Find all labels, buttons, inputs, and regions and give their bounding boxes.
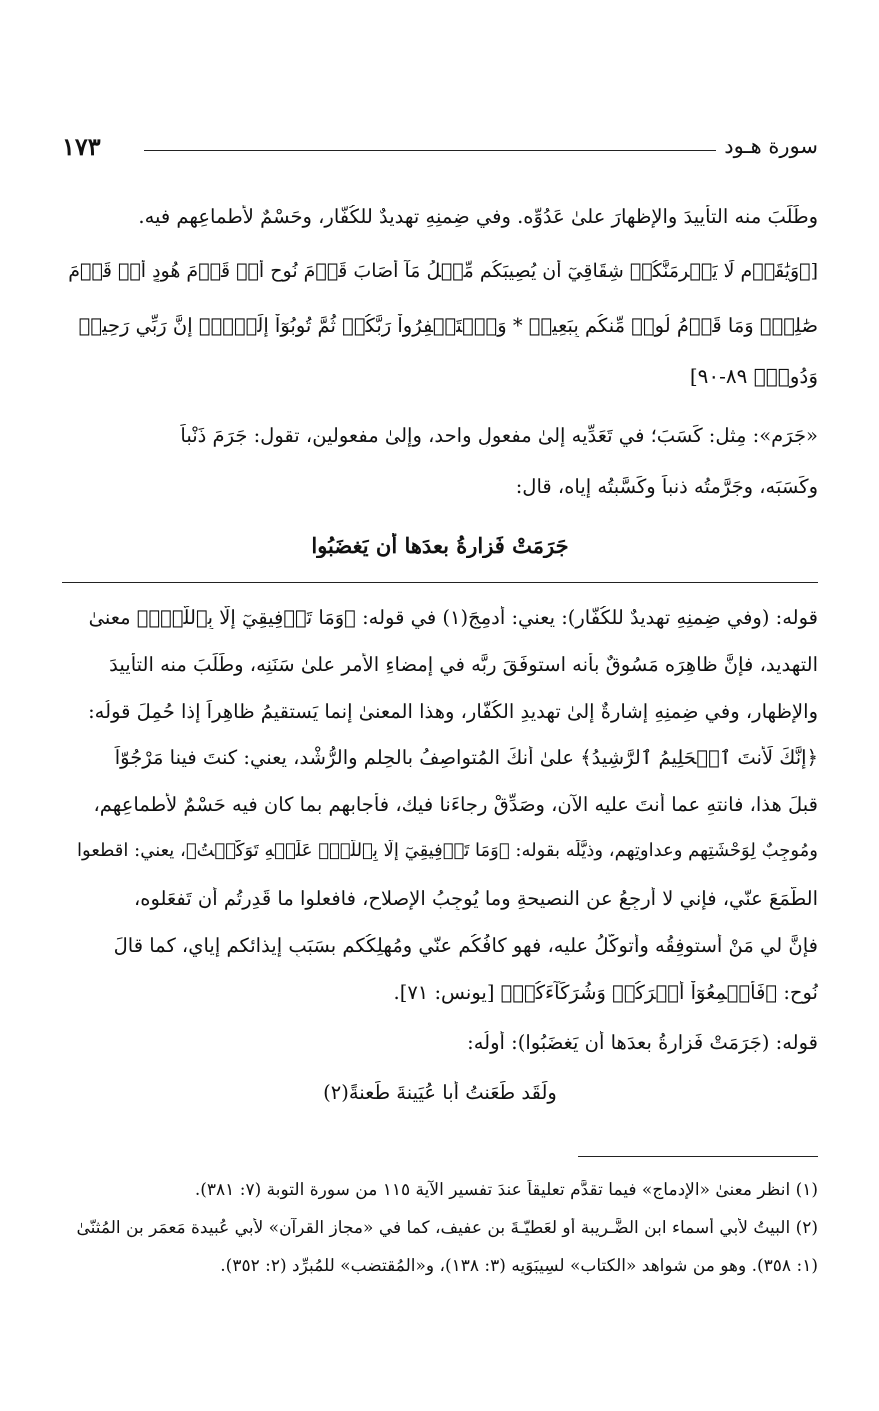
commentary-line-8: فإنَّ لي مَنْ أستوفِقُه وأتوكَّلُ عليه، فهو كافُكُم عنّي ومُهلِكُكم بسَبَبِ إيذائكم إياي، كما قالَ — [113, 934, 818, 957]
surah-title: سورة هـود — [724, 134, 818, 158]
commentary-line-3: والإظهار، وفي ضِمنِهِ إشارةٌ إلىٰ تهديدِ الكُفّار، وهذا المعنىٰ إنما يَستقيمُ ظاهِراً إذا حُمِلَ قولُه: — [88, 700, 818, 723]
commentary-line-6: ومُوجِبٌ لِوَحْشَتِهم وعداوتِهم، وذيَّلَه بقوله: ﴿وَمَا تَوۡفِيقِيٓ إِلَّا بِٱللَّهِۚ عَلَيۡهِ تَوَكَّلۡتُ﴾، يعني: اقطعوا — [77, 840, 818, 861]
commentary-line-2: التهديد، فإنَّ ظاهِرَه مَسُوقٌ بأنه استوفَقَ ربَّه في إمضاءِ الأمرِ علىٰ سَنَنِه، وطَلَبَ منه التأييدَ — [109, 653, 818, 676]
main-line-5: «جَرَم»: مِثل: كَسَبَ؛ في تَعَدِّيه إلىٰ مفعولٍ واحد، وإلىٰ مفعولين، تقول: جَرَمَ ذَنْباً — [180, 424, 818, 447]
poetry-verse: جَرَمَتْ فَزارةُ بعدَها أن يَغضَبُوا — [311, 533, 569, 558]
commentary-line-1: قوله: (وفي ضِمنِهِ تهديدٌ للكُفّار): يعني: أُدمِجَ(١) في قوله: ﴿وَمَا تَوۡفِيقِيٓ إِلَّا بِٱللَّهِۚ﴾ معنىٰ — [88, 606, 818, 629]
quran-line-2: صَٰلِحٖۚ وَمَا قَوۡمُ لُوطٖ مِّنكُم بِبَعِيدٖ * وَٱسۡتَغۡفِرُواْ رَبَّكُمۡ ثُمَّ تُوبُوٓاْ إِلَيۡهِۚ إِنَّ رَبِّي رَحِيمٞ — [78, 314, 818, 337]
footnote-2-line-1: (٢) البيتُ لأبي أسماء ابن الضَّـريبة أو لعَطيّـةَ بن عفيف، كما في «مجاز القرآن» لأبي عُبيدة مَعمَر بن المُثنّىٰ — [76, 1218, 818, 1238]
commentary-line-10: قوله: (جَرَمَتْ فَزارةُ بعدَها أن يَغضَبُوا): أولُه: — [467, 1031, 818, 1054]
main-line-6: وكَسَبَه، وجَرَّمتُه ذنباً وكَسَّبتُه إياه، قال: — [515, 475, 818, 498]
header-rule — [144, 150, 716, 151]
section-divider — [62, 582, 818, 583]
commentary-line-5: قبلَ هذا، فانتهِ عما أنتَ عليه الآن، وصَدِّقْ رجاءَنا فيك، فأجابهم بما كان فيه حَسْمٌ لأطماعِهم، — [93, 793, 818, 816]
page-header — [62, 134, 818, 164]
main-line-1: وطَلَبَ منه التأييدَ والإظهارَ علىٰ عَدُوِّه. وفي ضِمنِهِ تهديدٌ للكُفّار، وحَسْمٌ لأطماعِهم فيه. — [138, 205, 818, 228]
commentary-line-4: ﴿إِنَّكَ لَأَنتَ ٱلۡحَلِيمُ ٱلرَّشِيدُ﴾ علىٰ أنكَ المُتواصِفُ بالحِلم والرُّشْد، يعني: كنتَ فينا مَرْجُوّاً — [114, 746, 818, 769]
commentary-line-7: الطَّمَعَ عنّي، فإني لا أرجِعُ عن النصيحةِ وما يُوجِبُ الإصلاح، فافعلوا ما قَدِرتُم أن تَفعَلوه، — [133, 887, 818, 910]
commentary-line-9: نُوح: ﴿فَأَجۡمِعُوٓاْ أَمۡرَكُمۡ وَشُرَكَآءَكُمۡ﴾ [يونس: ٧١]. — [393, 981, 818, 1004]
footnote-rule — [578, 1156, 818, 1157]
footnote-1: (١) انظر معنىٰ «الإدماج» فيما تقدَّم تعليقاً عندَ تفسير الآية ١١٥ من سورة التوبة (٧: ٣٨١). — [194, 1180, 818, 1200]
quran-line-1: [﴿وَيَٰقَوۡمِ لَا يَجۡرِمَنَّكُمۡ شِقَاقِيٓ أَن يُصِيبَكُم مِّثۡلُ مَآ أَصَابَ قَوۡمَ نُوحٍ أَوۡ قَوۡمَ هُودٍ أَوۡ قَوۡمَ — [68, 260, 818, 282]
quran-line-3: وَدُودٞ﴾ ٨٩-٩٠] — [689, 364, 818, 388]
commentary-verse: ولَقَد طَعَنتُ أبا عُيَينةَ طَعنةً(٢) — [323, 1081, 557, 1104]
page-number: ١٧٣ — [62, 132, 101, 161]
footnote-2-line-2: (١: ٣٥٨). وهو من شواهد «الكتاب» لسِيبَوَيه (٣: ١٣٨)، و«المُقتضب» للمُبرِّد (٢: ٣٥٢). — [220, 1256, 818, 1276]
